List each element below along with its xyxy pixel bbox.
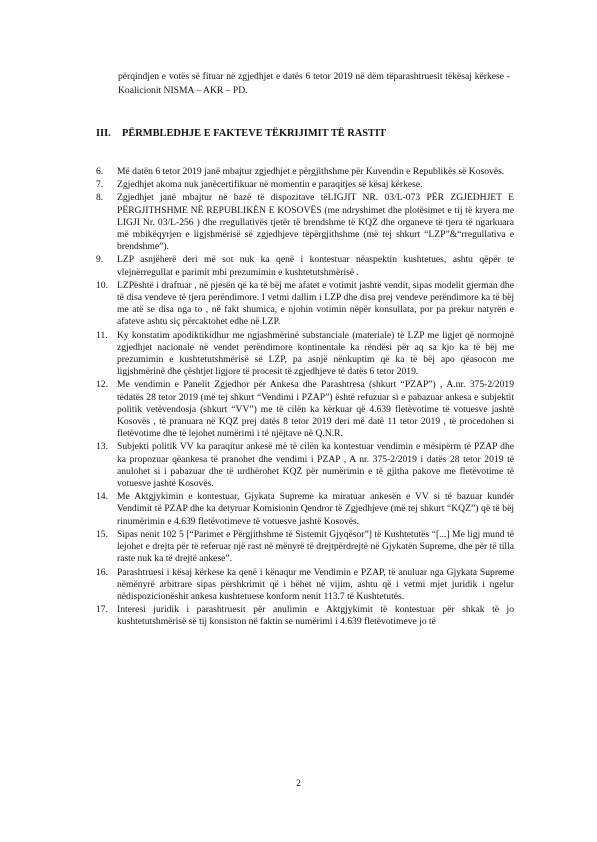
item-number: 10.: [96, 279, 108, 291]
list-item: [96, 567, 514, 604]
item-number: 8.: [96, 192, 104, 204]
list-item: [96, 529, 514, 566]
item-text: Ky konstatim apodiktikidhur me ngjashmërinë substanciale (materiale) të LZP me ligjet që normojnë zgjedhjet nacionale në vendet perëndimore kontinentale ka rëndësi për aq sa kjo ka të bëj me prezumimin e kushtetutshmërisë së LZP, pa asnjë nënkuptim që ka të bëj apo qëasocon me ligjshmërinë dhe çështjet ligjore të procesit të zgjedhjeve të datës 6 tetor 2019.: [117, 329, 514, 378]
item-number: 6.: [96, 166, 104, 177]
section-number: III.: [96, 128, 111, 139]
page-number: 2: [296, 778, 301, 789]
list-item: [96, 441, 514, 490]
section-title: PËRMBLEDHJE E FAKTEVE TËKRIJIMIT TË RASTIT: [122, 128, 386, 139]
list-item: [96, 379, 514, 440]
list-item: [96, 166, 514, 178]
list-item: [96, 280, 514, 329]
item-text: LZPështë i draftuar , në pjesën që ka të bëj me afatet e votimit jashtë vendit, sipas modelit gjerman dhe të disa vendeve të tjera perëndimore. I vetmi dallim i LZP dhe disa prej vendeve perëndimore ka të bëj me atë se disa nga to , në fakt shumica, e njohin votimin nëpër konsullata, por pa prekur natyrën e afateve ashtu siç përcaktohet edhe në LZP.: [117, 279, 514, 328]
item-number: 13.: [96, 441, 108, 453]
item-number: 16.: [96, 566, 108, 578]
item-number: 15.: [96, 528, 108, 540]
item-number: 14.: [96, 491, 108, 503]
item-number: 12.: [96, 379, 108, 391]
item-text: Me Aktgjykimin e kontestuar, Gjykata Supreme ka miratuar ankesën e VV si të bazuar kundër Vendimit të PZAP dhe ka detyruar Komisionin Qendror të Zgjedhjeve (më tej shkurt “KQZ”) që të bëj rinumërimin e 4.639 fletëvotimeve të votuesve jashtë Kosovës.: [117, 491, 514, 527]
item-text: Me vendimin e Panelit Zgjedhor për Ankesa dhe Parashtresa (shkurt “PZAP”) , A.nr. 375-2/2019 tëdatës 28 tetor 2019 (më tej shkurt “Vendimi i PZAP”) është refuzuar si e pabazuar ankesa e subjektit politik vetëvendosja (shkurt “VV”) me të cilën ka kërkuar që 4.639 fletëvotime të votuesve jashtë Kosovës , të pranuara në KQZ prej datës 8 tetor 2019 deri më datë 11 tetor 2019 , të procedohen si fletëvotime dhe të lejohet numërimi i të njëjtave në Q.N.R.: [117, 379, 514, 440]
list-item: [96, 192, 514, 253]
item-text: Subjekti politik VV ka paraqitur ankesë më të cilën ka kontestuar vendimin e mësipërm të PZAP dhe ka propozuar qëankesa të pranohet dhe vendimi i PZAP , A nr. 375-2/2019 i datës 28 tetor 2019 të anulohet si i pabazuar dhe të urdhërohet KQZ për numërimin e të gjitha pakove me fletëvotime të votuesve jashtë Kosovës.: [117, 441, 514, 490]
list-item: [96, 179, 514, 191]
list-item: [96, 330, 514, 379]
item-number: 17.: [96, 604, 108, 616]
numbered-list: [96, 166, 514, 630]
item-text: LZP asnjëherë deri më sot nuk ka qenë i kontestuar nëaspektin kushtetues, ashtu qëpër te vlejnërregullat e parimit mbi prezumimin e kushtetutshmërisë .: [117, 254, 514, 278]
item-text: Zgjedhjet akoma nuk janëcertifikuar në momentin e paraqitjes së kësaj kërkese.: [117, 179, 423, 191]
item-number: 9.: [96, 254, 104, 266]
list-item: [96, 604, 514, 628]
item-number: 7.: [96, 179, 104, 191]
section-heading: [96, 127, 516, 141]
list-item: [96, 254, 514, 278]
item-text: Parashtruesi i kësaj kërkese ka qenë i kënaqur me Vendimin e PZAP, të anuluar nga Gjykata Supreme nëmënyrë arbitrare sipas përshkrimit që i bëhet në vijim, ashtu që i vetmi mjet juridik i ngelur nëdispozicionëshit ankesa kushtetuese konform nenit 113.7 të Kushtetutës.: [117, 566, 514, 602]
item-text: Interesi juridik i parashtruesit për anulimin e Aktgjykimit të kontestuar për shkak të jo kushtetutshmërisë së tij konsiston në faktin se numërimi i 4.639 fletëvotimeve jo të: [117, 604, 514, 628]
item-text: Zgjedhjet janë mbajtur në bazë të dispozitave tëLIGJIT NR. 03/L-073 PËR ZGJEDHJET E PËRGJITHSHME NË REPUBLIKËN E KOSOVËS (me ndryshimet dhe plotësimet e tij të kryera me LIGJI Nr. 03/L-256 ) dhe rregullativës tjetër të brendshme të KQZ dhe organeve të tjera të ngarkuara më mbikëqyrjen e ligjshmërisë së zgjedhjeve tëpërgjithshme (më tej shkurt “LZP”&“rregullativa e brendshme”).: [117, 192, 514, 253]
intro-paragraph: përqindjen e votës së fituar në zgjedhjet e datës 6 tetor 2019 në dëm tëparashtruesit tëkësaj kërkese - Koalicionit NISMA – AKR – PD.: [118, 71, 510, 97]
item-text: Sipas nenit 102 5 [“Parimet e Përgjithshme të Sistemit Gjyqësor”] të Kushtetutës “[...] Me ligj mund të lejohet e drejta për të referuar një rast në mënyrë të drejtpërdrejtë në Gjykatën Supreme, dhe për të tilla raste nuk ka të drejtë ankese”.: [117, 528, 514, 565]
list-item: [96, 491, 514, 528]
item-text: Më datën 6 tetor 2019 janë mbajtur zgjedhjet e përgjithshme për Kuvendin e Republikës së Kosovës.: [117, 166, 505, 177]
item-number: 11.: [96, 329, 108, 341]
